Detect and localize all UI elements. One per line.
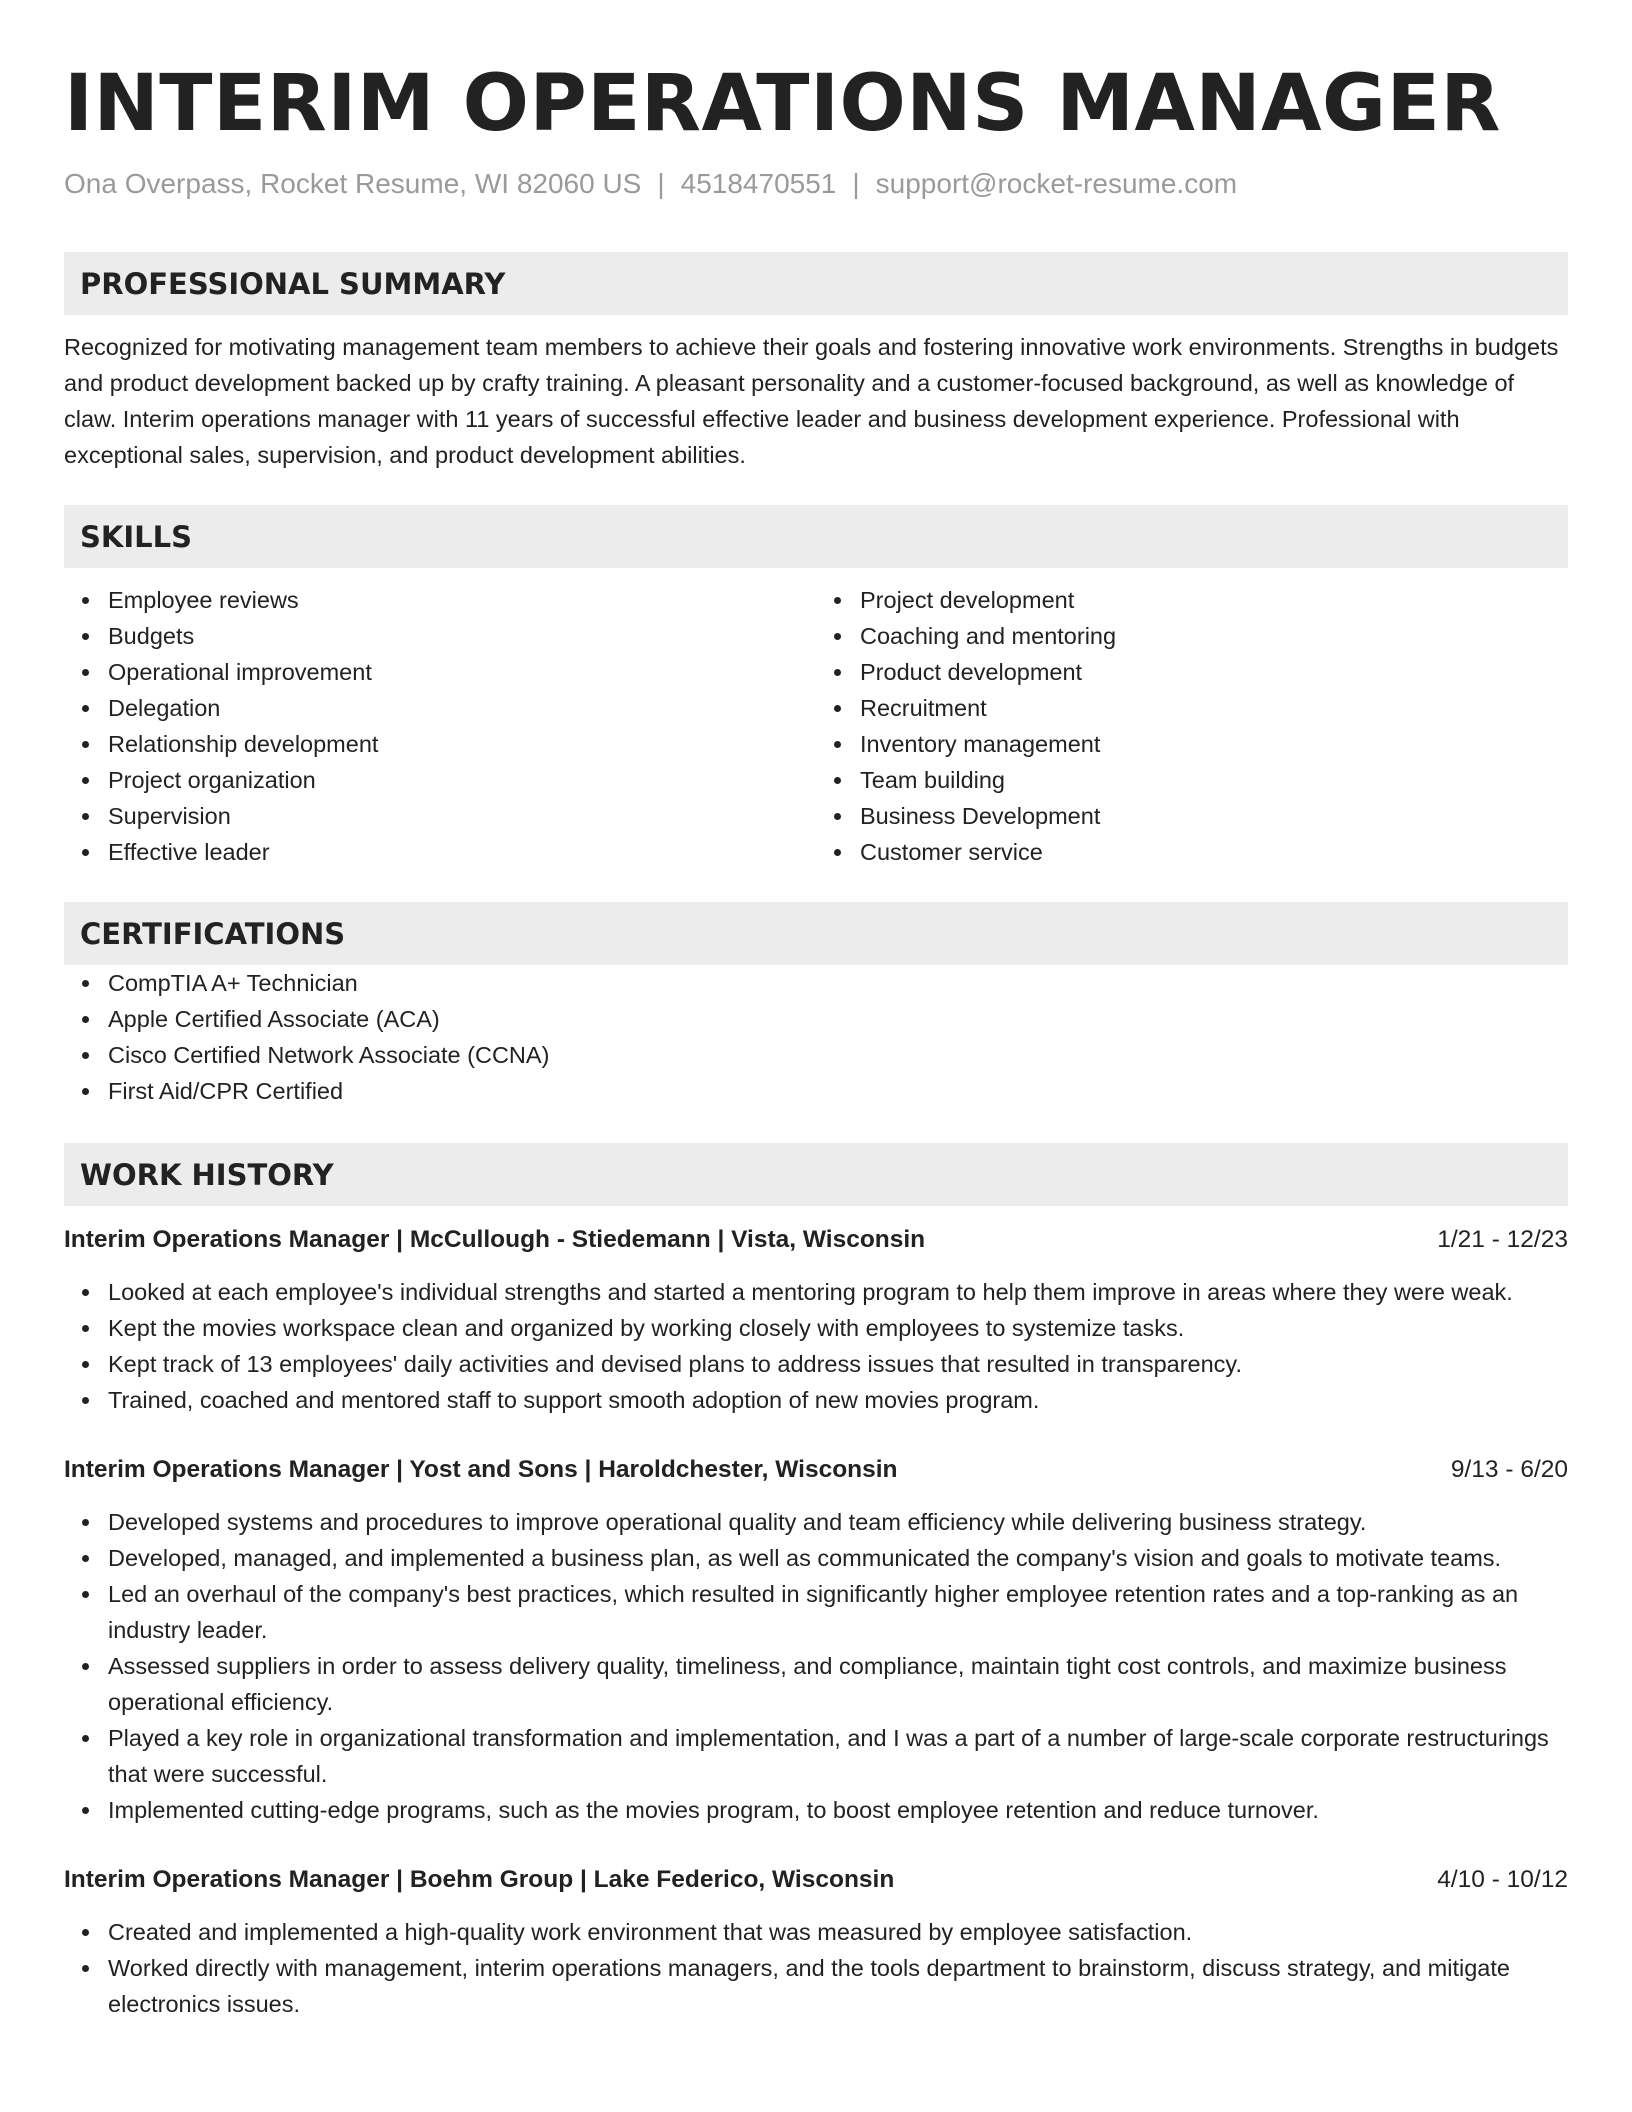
job-header (64, 1862, 1568, 1898)
job-title: Interim Operations Manager | McCullough - Stiedemann | Vista, Wisconsin (64, 1226, 926, 1253)
job-entry (64, 1452, 1568, 1828)
skill-item: Budgets (64, 618, 816, 654)
job-bullet: Assessed suppliers in order to assess delivery quality, timeliness, and compliance, maintain tight cost controls, and maximize business operational efficiency. (64, 1648, 1568, 1720)
skill-item: Customer service (816, 834, 1568, 870)
section-heading-summary: PROFESSIONAL SUMMARY (64, 252, 1568, 315)
contact-line (64, 166, 1568, 202)
certifications-list (64, 965, 1568, 1109)
certification-item: First Aid/CPR Certified (64, 1073, 1568, 1109)
job-bullet: Developed systems and procedures to improve operational quality and team efficiency while delivering business strategy. (64, 1504, 1568, 1540)
job-bullet: Worked directly with management, interim operations managers, and the tools department to brainstorm, discuss strategy, and mitigate electronics issues. (64, 1950, 1568, 2022)
job-bullet: Played a key role in organizational transformation and implementation, and I was a part of a number of large-scale corporate restructurings that were successful. (64, 1720, 1568, 1792)
job-header (64, 1452, 1568, 1488)
contact-phone: 4518470551 (680, 168, 837, 199)
skill-item: Operational improvement (64, 654, 816, 690)
contact-separator: | (657, 168, 665, 199)
section-heading-certifications: CERTIFICATIONS (64, 902, 1568, 965)
contact-email: support@rocket-resume.com (875, 168, 1238, 199)
section-heading-work-history: WORK HISTORY (64, 1143, 1568, 1206)
certification-item: CompTIA A+ Technician (64, 965, 1568, 1001)
skills-list (64, 582, 1568, 870)
skills-column-right (816, 582, 1568, 870)
contact-address: Ona Overpass, Rocket Resume, WI 82060 US (64, 168, 642, 199)
skill-item: Employee reviews (64, 582, 816, 618)
job-bullet: Created and implemented a high-quality work environment that was measured by employee satisfaction. (64, 1914, 1568, 1950)
section-heading-skills: SKILLS (64, 505, 1568, 568)
skill-item: Effective leader (64, 834, 816, 870)
skills-column-left (64, 582, 816, 870)
skill-item: Business Development (816, 798, 1568, 834)
certification-item: Apple Certified Associate (ACA) (64, 1001, 1568, 1037)
job-bullet: Kept track of 13 employees' daily activities and devised plans to address issues that resulted in transparency. (64, 1346, 1568, 1382)
skill-item: Coaching and mentoring (816, 618, 1568, 654)
summary-text: Recognized for motivating management team members to achieve their goals and fostering innovative work environments. Strengths in budgets and product development backed up by crafty training. A pleasant personality and a customer-focused background, as well as knowledge of claw. Interim operations manager with 11 years of successful effective leader and business development experience. Professional with exceptional sales, supervision, and product development abilities. (64, 334, 1559, 468)
skill-item: Product development (816, 654, 1568, 690)
skill-item: Project development (816, 582, 1568, 618)
skill-item: Recruitment (816, 690, 1568, 726)
job-header (64, 1222, 1568, 1258)
job-dates: 9/13 - 6/20 (1450, 1456, 1568, 1483)
job-bullets (64, 1914, 1568, 2022)
job-bullet: Looked at each employee's individual strengths and started a mentoring program to help them improve in areas where they were weak. (64, 1274, 1568, 1310)
job-bullets (64, 1504, 1568, 1828)
job-bullet: Trained, coached and mentored staff to support smooth adoption of new movies program. (64, 1382, 1568, 1418)
job-dates: 1/21 - 12/23 (1437, 1226, 1568, 1253)
skill-item: Supervision (64, 798, 816, 834)
skill-item: Delegation (64, 690, 816, 726)
job-bullet: Developed, managed, and implemented a business plan, as well as communicated the company's vision and goals to motivate teams. (64, 1540, 1568, 1576)
job-entry (64, 1222, 1568, 1418)
job-title: Interim Operations Manager | Boehm Group | Lake Federico, Wisconsin (64, 1866, 895, 1893)
job-title: Interim Operations Manager | Yost and Sons | Haroldchester, Wisconsin (64, 1456, 898, 1483)
contact-separator: | (852, 168, 860, 199)
resume-title: INTERIM OPERATIONS MANAGER (64, 59, 1501, 149)
certification-item: Cisco Certified Network Associate (CCNA) (64, 1037, 1568, 1073)
skill-item: Relationship development (64, 726, 816, 762)
job-bullet: Kept the movies workspace clean and organized by working closely with employees to systemize tasks. (64, 1310, 1568, 1346)
skill-item: Team building (816, 762, 1568, 798)
job-dates: 4/10 - 10/12 (1437, 1866, 1568, 1893)
job-bullet: Led an overhaul of the company's best practices, which resulted in significantly higher employee retention rates and a top-ranking as an industry leader. (64, 1576, 1568, 1648)
job-entry (64, 1862, 1568, 2022)
skill-item: Project organization (64, 762, 816, 798)
job-bullets (64, 1274, 1568, 1418)
job-bullet: Implemented cutting-edge programs, such as the movies program, to boost employee retention and reduce turnover. (64, 1792, 1568, 1828)
skill-item: Inventory management (816, 726, 1568, 762)
